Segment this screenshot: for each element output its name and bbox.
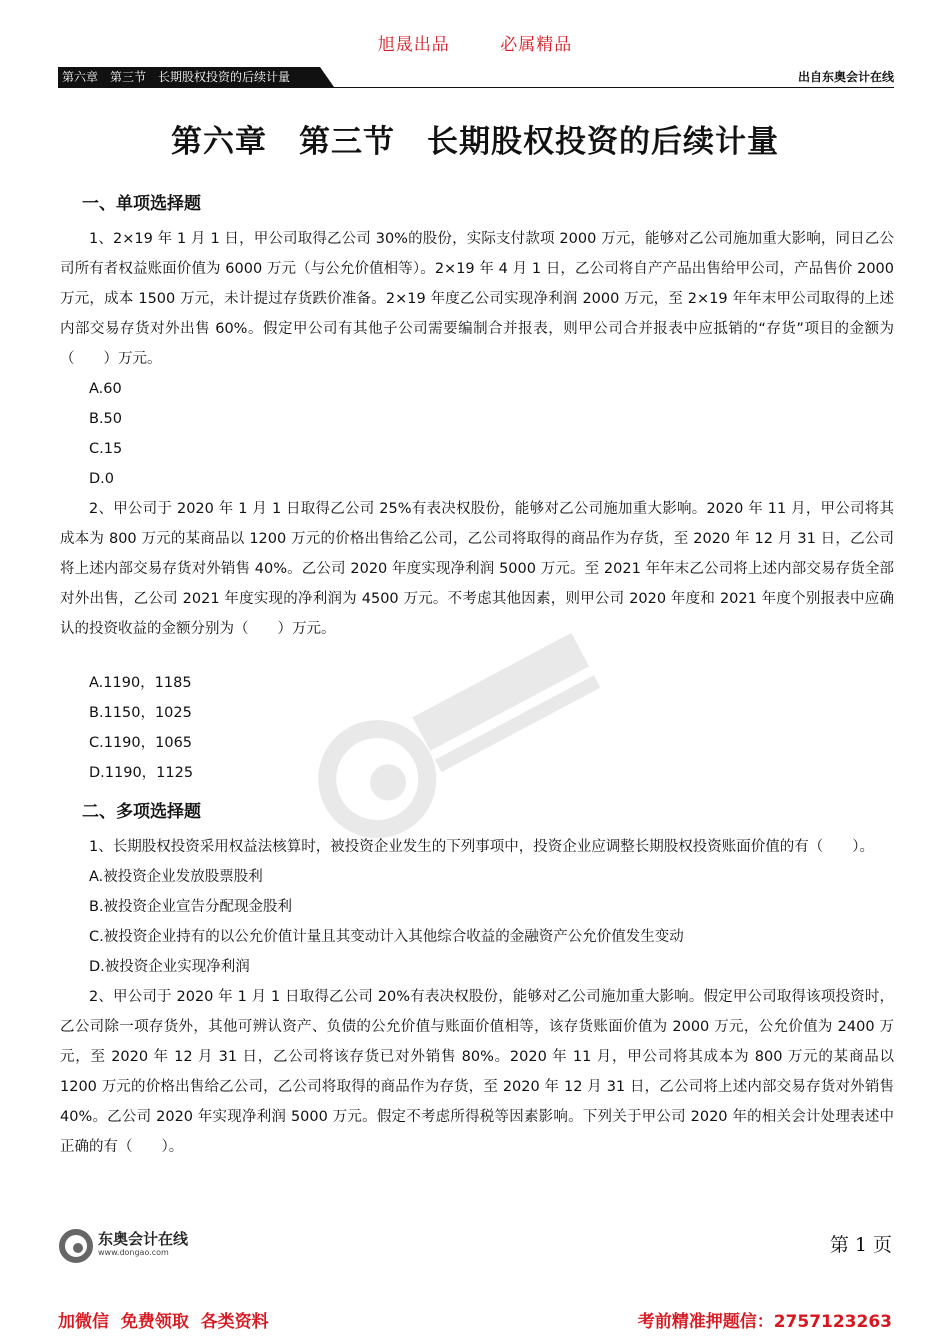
chapter-tab-label: 第六章 第三节 长期股权投资的后续计量: [62, 70, 291, 84]
question-text: 2、甲公司于 2020 年 1 月 1 日取得乙公司 25%有表决权股份，能够对乙公司施加重大影响。2020 年 11 月，甲公司将其成本为 800 万元的某商品以 1200 万元的价格出售给乙公司，乙公司将取得的商品作为存货，至 2020 年 12 月 31 日，乙公司将上述内部交易存货对外销售 40%。乙公司 2020 年度实现净利润 5000 万元。至 2021 年年末乙公司将上述内部交易存货全部对外出售，乙公司 2021 年度实现的净利润为 4500 万元。不考虑其他因素，则甲公司 2020 年度和 2021 年度个别报表中应确认的投资收益的金额分别为（ ）万元。: [60, 501, 894, 637]
section-heading-single-choice: 一、单项选择题: [82, 194, 201, 214]
page-title: 第六章 第三节 长期股权投资的后续计量: [171, 124, 779, 160]
running-header: [58, 67, 894, 88]
answer-option: C.1190，1065: [89, 735, 193, 751]
chapter-tab: [58, 67, 338, 87]
answer-option: D.1190，1125: [89, 765, 194, 781]
answer-option: D.0: [89, 471, 114, 487]
section-heading-multiple-choice: 二、多项选择题: [82, 802, 201, 822]
answer-option: C.被投资企业持有的以公允价值计量且其变动计入其他综合收益的金融资产公允价值发生变动: [89, 929, 684, 945]
answer-option: A.1190，1185: [89, 675, 192, 691]
question-text: 2、甲公司于 2020 年 1 月 1 日取得乙公司 20%有表决权股份，能够对乙公司施加重大影响。假定甲公司取得该项投资时，乙公司除一项存货外，其他可辨认资产、负债的公允价值与账面价值相等，该存货账面价值为 2000 万元，公允价值为 2400 万元，至 2020 年 12 月 31 日，乙公司将该存货已对外销售 80%。2020 年 11 月，甲公司将其成本为 800 万元的某商品以 1200 万元的价格出售给乙公司，乙公司将取得的商品作为存货，至 2020 年 12 月 31 日，乙公司将上述内部交易存货对外销售 40%。乙公司 2020 年实现净利润 5000 万元。假定不考虑所得税等因素影响。下列关于甲公司 2020 年的相关会计处理表述中正确的有（ ）。: [60, 989, 894, 1155]
answer-option: D.被投资企业实现净利润: [89, 959, 250, 975]
dongao-logo-icon: [58, 1228, 94, 1264]
answer-option: B.1150，1025: [89, 705, 192, 721]
answer-option: C.15: [89, 441, 123, 457]
promo-left: 加微信 免费领取 各类资料: [58, 1312, 269, 1332]
footer-url: www.dongao.com: [98, 1248, 169, 1257]
answer-option: B.被投资企业宣告分配现金股利: [89, 899, 293, 915]
page-number: 第 1 页: [829, 1234, 892, 1256]
banner-right-text: 必属精品: [500, 35, 573, 55]
question-text: 1、2×19 年 1 月 1 日，甲公司取得乙公司 30%的股份，实际支付款项 2000 万元，能够对乙公司施加重大影响，同日乙公司所有者权益账面价值为 6000 万元（与公允价值相等）。2×19 年 4 月 1 日，乙公司将自产产品出售给甲公司，产品售价 2000 万元，成本 1500 万元，未计提过存货跌价准备。2×19 年度乙公司实现净利润 2000 万元，至 2×19 年年末甲公司取得的上述内部交易存货对外出售 60%。假定甲公司有其他子公司需要编制合并报表，则甲公司合并报表中应抵销的“存货”项目的金额为（ ）万元。: [60, 231, 894, 367]
top-banner: [0, 30, 950, 55]
answer-option: A.被投资企业发放股票股利: [89, 869, 263, 885]
footer-logo: [58, 1226, 218, 1266]
promo-right: 考前精准押题信：2757123263: [637, 1312, 892, 1332]
answer-option: A.60: [89, 381, 122, 397]
header-source: 出自东奥会计在线: [797, 70, 894, 84]
footer-brand: 东奥会计在线: [98, 1230, 189, 1248]
document-body: [60, 188, 894, 1162]
answer-option: B.50: [89, 411, 123, 427]
question-text: 1、长期股权投资采用权益法核算时，被投资企业发生的下列事项中，投资企业应调整长期股权投资账面价值的有（ ）。: [89, 839, 874, 855]
banner-left-text: 旭晟出品: [377, 35, 450, 55]
